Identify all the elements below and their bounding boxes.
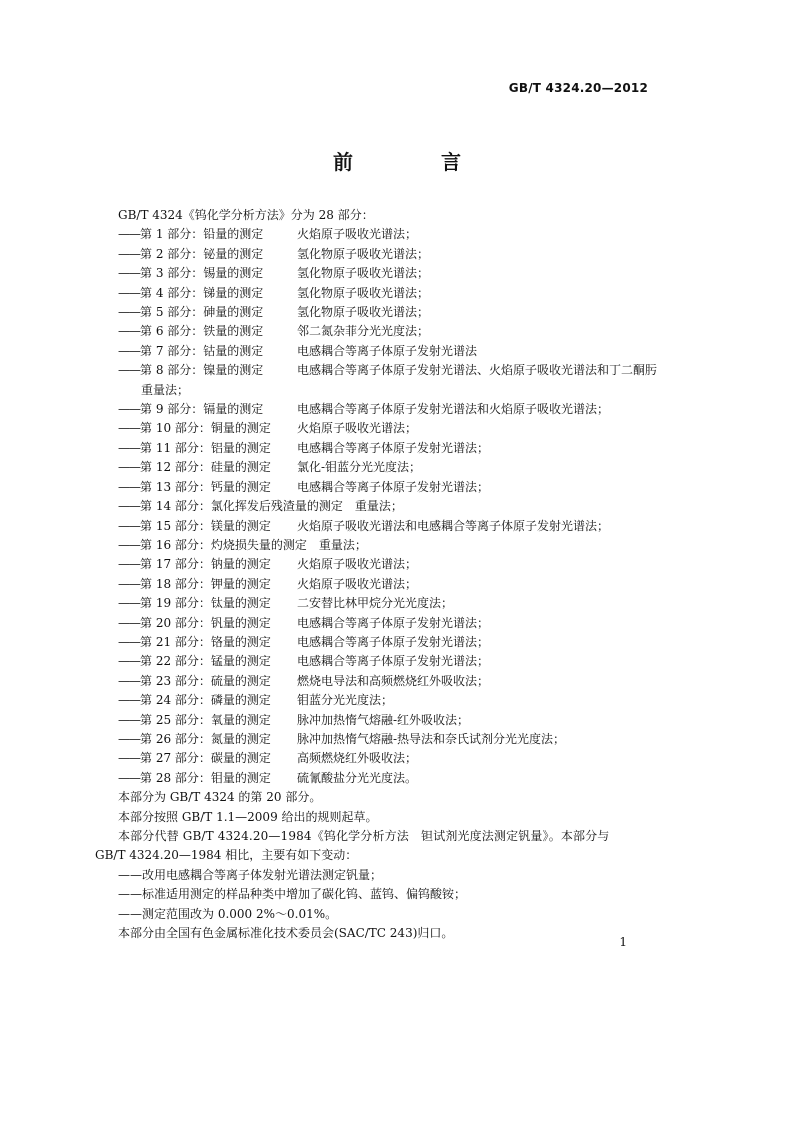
part-method: 电感耦合等离子体原子发射光谱法； — [297, 634, 490, 649]
part-title: 第 24 部分：磷量的测定 — [140, 693, 271, 708]
part-method: 高频燃烧红外吸收法； — [297, 751, 418, 766]
change-item: ——测定范围改为 0.000 2%～0.01%。 — [118, 906, 338, 921]
paragraph-drafting-rules: 本部分按照 GB/T 1.1—2009 给出的规则起草。 — [118, 809, 378, 824]
list-dash: —— — [118, 402, 140, 417]
part-method: 硫氰酸盐分光光度法。 — [297, 770, 418, 785]
part-title: 第 13 部分：钙量的测定 — [140, 479, 271, 494]
part-title: 第 19 部分：钛量的测定 — [140, 596, 271, 611]
part-method: 电感耦合等离子体原子发射光谱法 — [297, 343, 478, 358]
part-method: 重量法； — [354, 499, 403, 514]
part-title: 第 22 部分：锰量的测定 — [140, 654, 271, 669]
part-title: 第 1 部分：铅量的测定 — [140, 227, 264, 242]
part-title: 第 23 部分：硫量的测定 — [140, 673, 271, 688]
part-method: 邻二氮杂菲分光光度法； — [297, 324, 430, 339]
change-item: ——标准适用测定的样品种类中增加了碳化钨、蓝钨、偏钨酸铵； — [118, 887, 467, 902]
part-method: 二安替比林甲烷分光光度法； — [297, 596, 454, 611]
part-title: 第 3 部分：锡量的测定 — [140, 266, 264, 281]
part-item — [118, 575, 658, 594]
part-item — [118, 225, 658, 244]
list-dash: —— — [118, 576, 140, 591]
part-title: 第 20 部分：钒量的测定 — [140, 615, 271, 630]
list-dash: —— — [118, 479, 140, 494]
part-item — [118, 652, 658, 671]
part-item — [118, 614, 658, 633]
part-item — [118, 245, 658, 264]
part-method: 电感耦合等离子体原子发射光谱法和火焰原子吸收光谱法； — [297, 402, 610, 417]
part-method: 氢化物原子吸收光谱法； — [297, 266, 430, 281]
standard-number: GB/T 4324.20—2012 — [508, 81, 648, 95]
list-dash: —— — [118, 460, 140, 475]
page-title: 前 言 — [333, 150, 495, 174]
part-method: 火焰原子吸收光谱法； — [297, 557, 418, 572]
part-method: 火焰原子吸收光谱法； — [297, 227, 418, 242]
part-method: 火焰原子吸收光谱法和电感耦合等离子体原子发射光谱法； — [297, 518, 610, 533]
part-item — [118, 633, 658, 652]
part-item — [118, 711, 658, 730]
part-method: 氢化物原子吸收光谱法； — [297, 305, 430, 320]
part-item — [118, 497, 658, 516]
list-dash: —— — [118, 440, 140, 455]
list-dash: —— — [118, 227, 140, 242]
part-title: 第 21 部分：铬量的测定 — [140, 634, 271, 649]
part-title: 第 5 部分：砷量的测定 — [140, 305, 264, 320]
list-dash: —— — [118, 266, 140, 281]
part-item — [118, 264, 658, 283]
list-dash: —— — [118, 770, 140, 785]
list-dash: —— — [118, 305, 140, 320]
part-item — [118, 594, 658, 613]
paragraph-part-number: 本部分为 GB/T 4324 的第 20 部分。 — [118, 790, 322, 805]
part-item — [118, 769, 658, 788]
part-item — [118, 458, 658, 477]
list-dash: —— — [118, 499, 140, 514]
part-title: 第 12 部分：硅量的测定 — [140, 460, 271, 475]
part-item — [118, 284, 658, 303]
list-dash: —— — [118, 518, 140, 533]
parts-list — [118, 225, 658, 788]
list-dash: —— — [118, 693, 140, 708]
paragraph-technical-committee: 本部分由全国有色金属标准化技术委员会(SAC/TC 243)归口。 — [118, 926, 454, 941]
list-dash: —— — [118, 246, 140, 261]
part-item — [118, 672, 658, 691]
part-method: 电感耦合等离子体原子发射光谱法； — [297, 654, 490, 669]
list-dash: —— — [118, 324, 140, 339]
part-title: 第 7 部分：钴量的测定 — [140, 343, 264, 358]
intro-line: GB/T 4324《钨化学分析方法》分为 28 部分： — [118, 208, 374, 222]
list-dash: —— — [118, 343, 140, 358]
list-dash: —— — [118, 712, 140, 727]
part-item — [118, 322, 658, 341]
part-method: 火焰原子吸收光谱法； — [297, 421, 418, 436]
part-method: 电感耦合等离子体原子发射光谱法； — [297, 479, 490, 494]
part-item — [118, 517, 658, 536]
part-item — [118, 478, 658, 497]
part-item — [118, 342, 658, 361]
part-item — [118, 400, 658, 419]
list-dash: —— — [118, 363, 140, 378]
part-item — [118, 691, 658, 710]
part-method: 氢化物原子吸收光谱法； — [297, 246, 430, 261]
foreword-body — [95, 206, 658, 943]
part-item — [118, 555, 658, 574]
part-title: 第 10 部分：铜量的测定 — [140, 421, 271, 436]
change-item: ——改用电感耦合等离子体发射光谱法测定钒量； — [118, 867, 383, 882]
list-dash: —— — [118, 537, 140, 552]
part-item — [118, 439, 658, 458]
part-title: 第 18 部分：钾量的测定 — [140, 576, 271, 591]
part-item — [118, 536, 658, 555]
part-item — [118, 361, 658, 380]
part-item — [118, 419, 658, 438]
part-title: 第 27 部分：碳量的测定 — [140, 751, 271, 766]
paragraph-replaces-line1: 本部分代替 GB/T 4324.20—1984《钨化学分析方法 钽试剂光度法测定钒量》。本部分与 — [118, 829, 610, 843]
list-dash: —— — [118, 421, 140, 436]
list-dash: —— — [118, 615, 140, 630]
list-dash: —— — [118, 634, 140, 649]
part-title: 第 2 部分：铋量的测定 — [140, 246, 264, 261]
part-method: 重量法； — [318, 537, 367, 552]
part-title: 第 28 部分：钼量的测定 — [140, 770, 271, 785]
list-dash: —— — [118, 596, 140, 611]
list-dash: —— — [118, 285, 140, 300]
part-title: 第 14 部分：氯化挥发后残渣量的测定 — [140, 499, 343, 514]
part-method: 电感耦合等离子体原子发射光谱法、火焰原子吸收光谱法和丁二酮肟 — [297, 363, 658, 378]
part-item — [118, 303, 658, 322]
part-method-continuation: 重量法； — [141, 382, 190, 397]
list-dash: —— — [118, 557, 140, 572]
part-method: 燃烧电导法和高频燃烧红外吸收法； — [297, 673, 490, 688]
part-item — [118, 749, 658, 768]
part-title: 第 15 部分：镁量的测定 — [140, 518, 271, 533]
part-title: 第 11 部分：铝量的测定 — [140, 440, 271, 455]
part-title: 第 6 部分：铁量的测定 — [140, 324, 264, 339]
part-method: 氢化物原子吸收光谱法； — [297, 285, 430, 300]
list-dash: —— — [118, 654, 140, 669]
part-title: 第 4 部分：锑量的测定 — [140, 285, 264, 300]
part-title: 第 16 部分：灼烧损失量的测定 — [140, 537, 307, 552]
part-method: 电感耦合等离子体原子发射光谱法； — [297, 440, 490, 455]
list-dash: —— — [118, 751, 140, 766]
part-method: 脉冲加热惰气熔融-热导法和奈氏试剂分光光度法； — [297, 731, 566, 746]
list-dash: —— — [118, 673, 140, 688]
part-method: 钼蓝分光光度法； — [297, 693, 394, 708]
part-title: 第 9 部分：镉量的测定 — [140, 402, 264, 417]
part-method: 电感耦合等离子体原子发射光谱法； — [297, 615, 490, 630]
part-item — [118, 730, 658, 749]
part-method: 氯化-钼蓝分光光度法； — [297, 460, 422, 475]
part-title: 第 25 部分：氧量的测定 — [140, 712, 271, 727]
paragraph-replaces-line2: GB/T 4324.20—1984 相比，主要有如下变动： — [95, 848, 358, 863]
list-dash: —— — [118, 731, 140, 746]
part-title: 第 26 部分：氮量的测定 — [140, 731, 271, 746]
part-method: 火焰原子吸收光谱法； — [297, 576, 418, 591]
part-method: 脉冲加热惰气熔融-红外吸收法； — [297, 712, 470, 727]
part-title: 第 17 部分：钠量的测定 — [140, 557, 271, 572]
page-number: 1 — [619, 935, 627, 949]
part-title: 第 8 部分：镍量的测定 — [140, 363, 264, 378]
